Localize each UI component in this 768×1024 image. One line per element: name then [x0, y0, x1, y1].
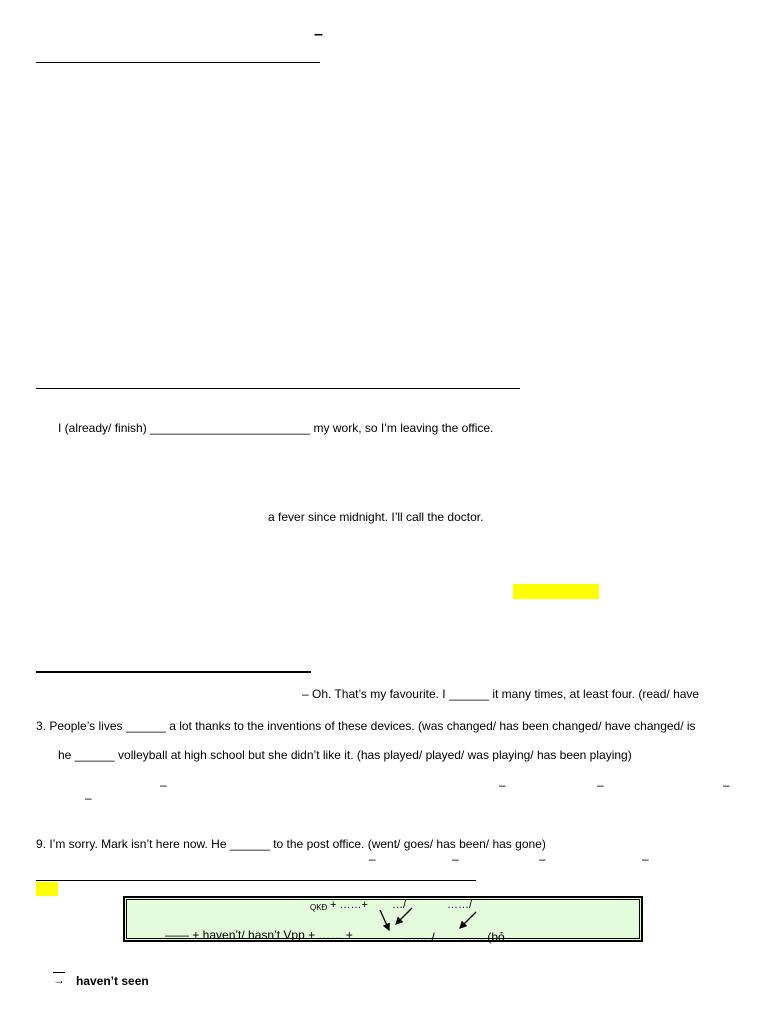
sentence-already-finish: I (already/ finish) ________________________ my work, so I’m leaving the office.: [58, 421, 494, 435]
dash-mark: –: [160, 778, 167, 792]
sentence-9: 9. I’m sorry. Mark isn’t here now. He ______ to the post office. (went/ goes/ has been/ has gone): [36, 837, 546, 851]
section-rule: [36, 388, 520, 389]
header-dash: –: [314, 26, 323, 43]
section-rule-2: [36, 671, 311, 673]
sentence-volleyball: he ______ volleyball at high school but she didn’t like it. (has played/ played/ was playing/ has been playing): [58, 748, 632, 762]
answer-text: haven’t seen: [76, 974, 149, 988]
formula-bottom-right: …… (bỏ: [460, 930, 505, 944]
header-rule: [36, 62, 320, 63]
sentence-fever: a fever since midnight. I’ll call the doctor.: [268, 510, 484, 524]
dash-mark: –: [723, 778, 730, 792]
formula-top-label: QKĐ: [310, 903, 328, 912]
formula-arrows-icon: [370, 900, 490, 946]
formula-bottom-line: —— + haven’t/ hasn’t Vpp + …… +: [165, 928, 353, 942]
sentence-3: 3. People’s lives ______ a lot thanks to the inventions of these devices. (was changed/ has been changed/ have changed/ is: [36, 719, 696, 733]
dash-mark: –: [539, 852, 546, 866]
dash-mark: –: [597, 778, 604, 792]
dash-mark: –: [499, 778, 506, 792]
formula-bottom-mid: …… /: [404, 930, 435, 944]
dash-mark: –: [85, 791, 92, 805]
highlight-mark-small: [36, 882, 58, 896]
formula-top-right: ……/: [447, 899, 473, 911]
sentence-favourite: – Oh. That’s my favourite. I ______ it many times, at least four. (read/ have: [302, 687, 700, 701]
dash-mark: –: [452, 852, 459, 866]
section-rule-3: [36, 880, 476, 881]
answer-arrow-icon: →: [53, 973, 65, 987]
dash-mark: –: [369, 852, 376, 866]
highlight-mark: [513, 584, 599, 599]
formula-top-mid: …/: [392, 899, 407, 911]
dash-mark: –: [642, 852, 649, 866]
formula-top-line: + ……+: [330, 899, 368, 911]
